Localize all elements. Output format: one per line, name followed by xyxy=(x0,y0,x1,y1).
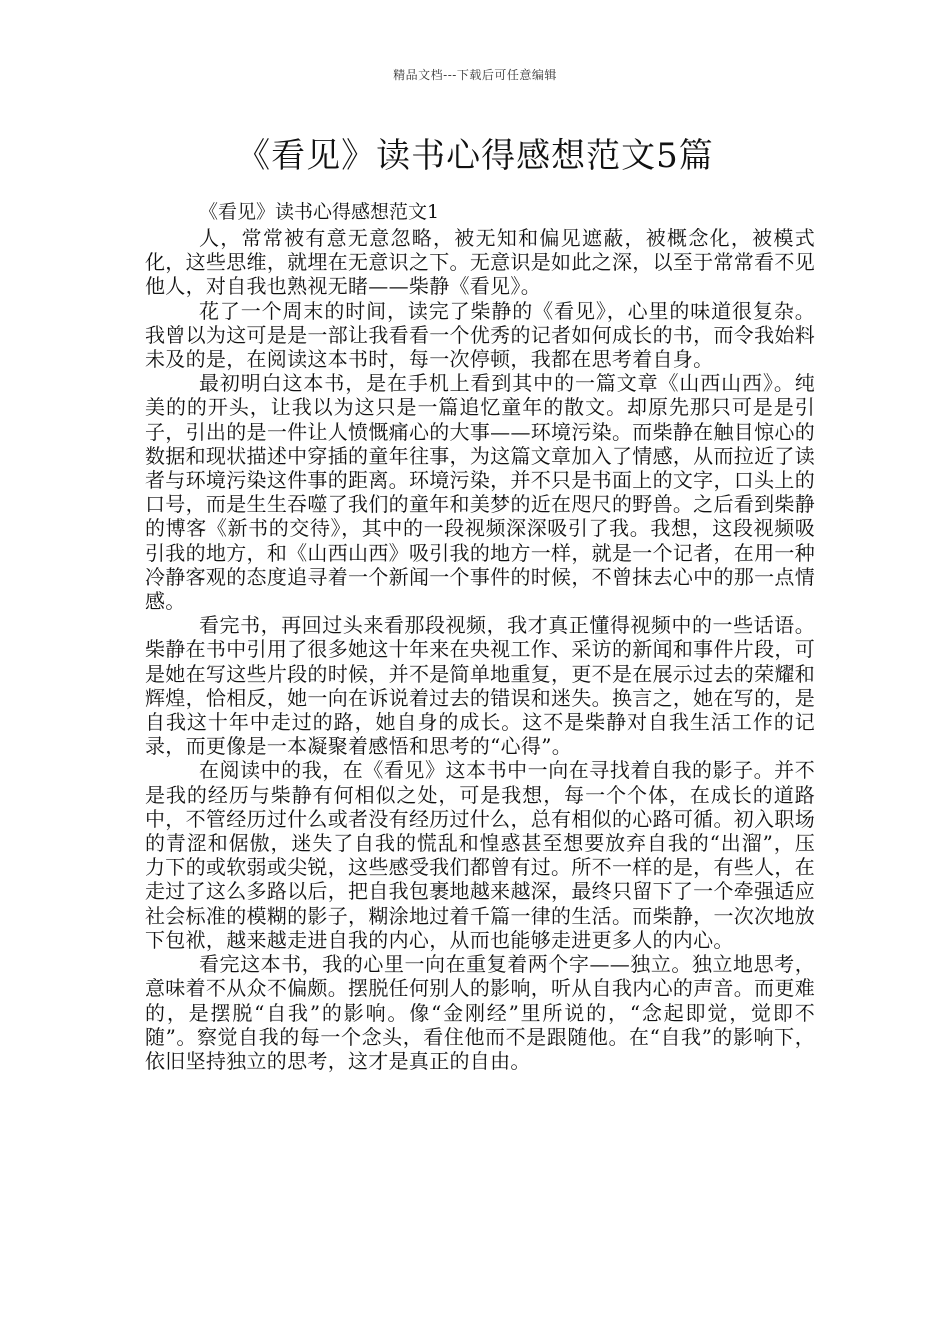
paragraph: 花了一个周末的时间，读完了柴静的《看见》，心里的味道很复杂。我曾以为这可是是一部让我看看一个优秀的记者如何成长的书，而令我始料未及的是，在阅读这本书时，每一次停顿，我都在思考着自身。 xyxy=(145,298,815,372)
paragraph: 看完这本书，我的心里一向在重复着两个字——独立。独立地思考，意味着不从众不偏颇。摆脱任何别人的影响，听从自我内心的声音。而更难的，是摆脱“自我”的影响。像“金刚经”里所说的，“念起即觉，觉即不随”。察觉自我的每一个念头，看住他而不是跟随他。在“自我”的影响下，依旧坚持独立的思考，这才是真正的自由。 xyxy=(145,952,815,1073)
header-note: 精品文档---下载后可任意编辑 xyxy=(393,68,557,82)
paragraph: 人，常常被有意无意忽略，被无知和偏见遮蔽，被概念化，被模式化，这些思维，就埋在无意识之下。无意识是如此之深，以至于常常看不见他人，对自我也熟视无睹——柴静《看见》。 xyxy=(145,226,815,299)
section-subtitle: 《看见》读书心得感想范文1 xyxy=(199,201,440,223)
document-body xyxy=(145,200,815,1073)
paragraph: 最初明白这本书，是在手机上看到其中的一篇文章《山西山西》。纯美的的开头，让我以为这只是一篇追忆童年的散文。却原先那只可是是引子，引出的是一件让人愤慨痛心的大事——环境污染。而柴静在触目惊心的数据和现状描述中穿插的童年往事，为这篇文章加入了情感，从而拉近了读者与环境污染这件事的距离。环境污染，并不只是书面上的文字，口头上的口号，而是生生吞噬了我们的童年和美梦的近在咫尺的野兽。之后看到柴静的博客《新书的交待》，其中的一段视频深深吸引了我。我想，这段视频吸引我的地方，和《山西山西》吸引我的地方一样，就是一个记者，在用一种冷静客观的态度追寻着一个新闻一个事件的时候，不曾抹去心中的那一点情感。 xyxy=(145,371,815,614)
paragraph: 看完书，再回过头来看那段视频，我才真正懂得视频中的一些话语。柴静在书中引用了很多她这十年来在央视工作、采访的新闻和事件片段，可是她在写这些片段的时候，并不是简单地重复，更不是在展示过去的荣耀和辉煌，恰相反，她一向在诉说着过去的错误和迷失。换言之，她在写的，是自我这十年中走过的路，她自身的成长。这不是柴静对自我生活工作的记录，而更像是一本凝聚着感悟和思考的“心得”。 xyxy=(145,613,815,759)
paragraph: 在阅读中的我，在《看见》这本书中一向在寻找着自我的影子。并不是我的经历与柴静有何相似之处，可是我想，每一个个体，在成长的道路中，不管经历过什么或者没有经历过什么，总有相似的心路可循。初入职场的青涩和倨傲，迷失了自我的慌乱和惶惑甚至想要放弃自我的“出溜”，压力下的或软弱或尖锐，这些感受我们都曾有过。所不一样的是，有些人，在走过了这么多路以后，把自我包裹地越来越深，最终只留下了一个牵强适应社会标准的模糊的影子，糊涂地过着千篇一律的生活。而柴静，一次次地放下包袱，越来越走进自我的内心，从而也能够走进更多人的内心。 xyxy=(145,758,815,952)
document-title: 《看见》读书心得感想范文5篇 xyxy=(236,136,714,176)
